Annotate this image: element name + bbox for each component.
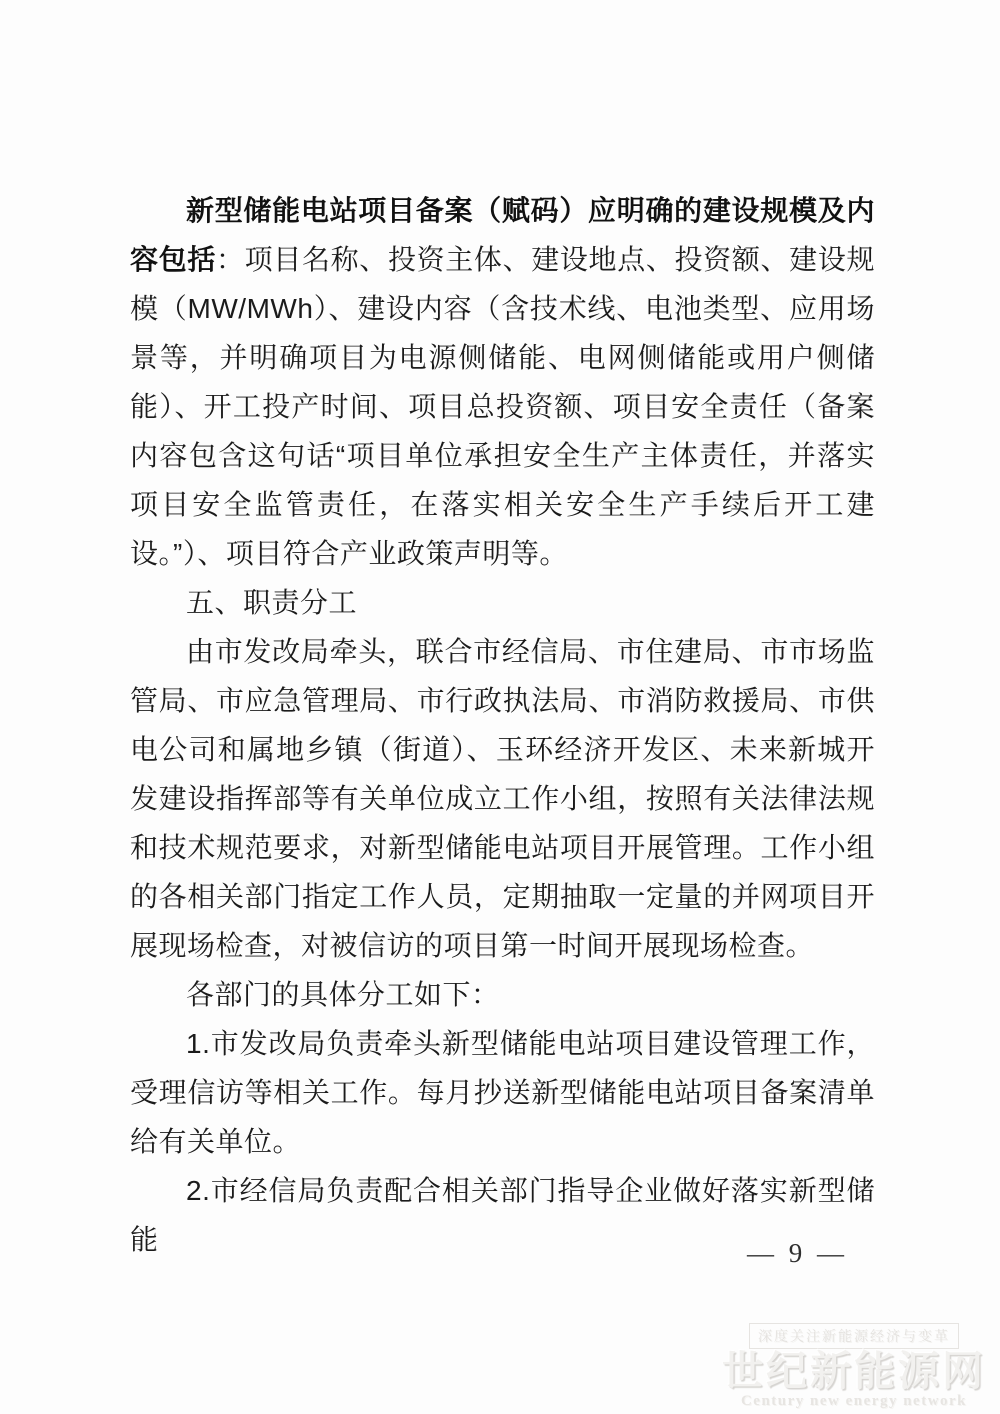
paragraph-item-2-jingxinju: 2.市经信局负责配合相关部门指导企业做好落实新型储能 (130, 1175, 875, 1255)
watermark (722, 1323, 986, 1410)
document-body (130, 186, 875, 1264)
page-number: — 9 — (747, 1238, 848, 1268)
paragraph-division-intro: 各部门的具体分工如下： (186, 979, 500, 1010)
section-heading-duties: 五、职责分工 (186, 587, 358, 618)
paragraph-item-1-fagaiju: 1.市发改局负责牵头新型储能电站项目建设管理工作，受理信访等相关工作。每月抄送新型储能电站项目备案清单给有关单位。 (130, 1028, 875, 1157)
watermark-english-subtitle: Century new energy network (740, 1393, 968, 1409)
paragraph-filing-rest: ：项目名称、投资主体、建设地点、投资额、建设规模（MW/MWh）、建设内容（含技术线、电池类型、应用场景等，并明确项目为电源侧储能、电网侧储能或用户侧储能）、开工投产时间、项目总投资额、项目安全责任（备案内容包含这句话“项目单位承担安全生产主体责任，并落实项目安全监管责任，在落实相关安全生产手续后开工建设。”）、项目符合产业政策声明等。 (130, 244, 875, 569)
watermark-brand-logo: 世纪新能源网 (722, 1348, 986, 1394)
paragraph-filing-requirements (130, 186, 875, 578)
paragraph-bold-lead: 新型储能电站项目备案（赋码）应明确的建设规模及内容包括 (130, 195, 875, 275)
watermark-tagline: 深度关注新能源经济与变革 (749, 1323, 959, 1349)
paragraph-working-group: 由市发改局牵头，联合市经信局、市住建局、市市场监管局、市应急管理局、市行政执法局、市消防救援局、市供电公司和属地乡镇（街道）、玉环经济开发区、未来新城开发建设指挥部等有关单位成立工作小组，按照有关法律法规和技术规范要求，对新型储能电站项目开展管理。工作小组的各相关部门指定工作人员，定期抽取一定量的并网项目开展现场检查，对被信访的项目第一时间开展现场检查。 (130, 636, 875, 961)
